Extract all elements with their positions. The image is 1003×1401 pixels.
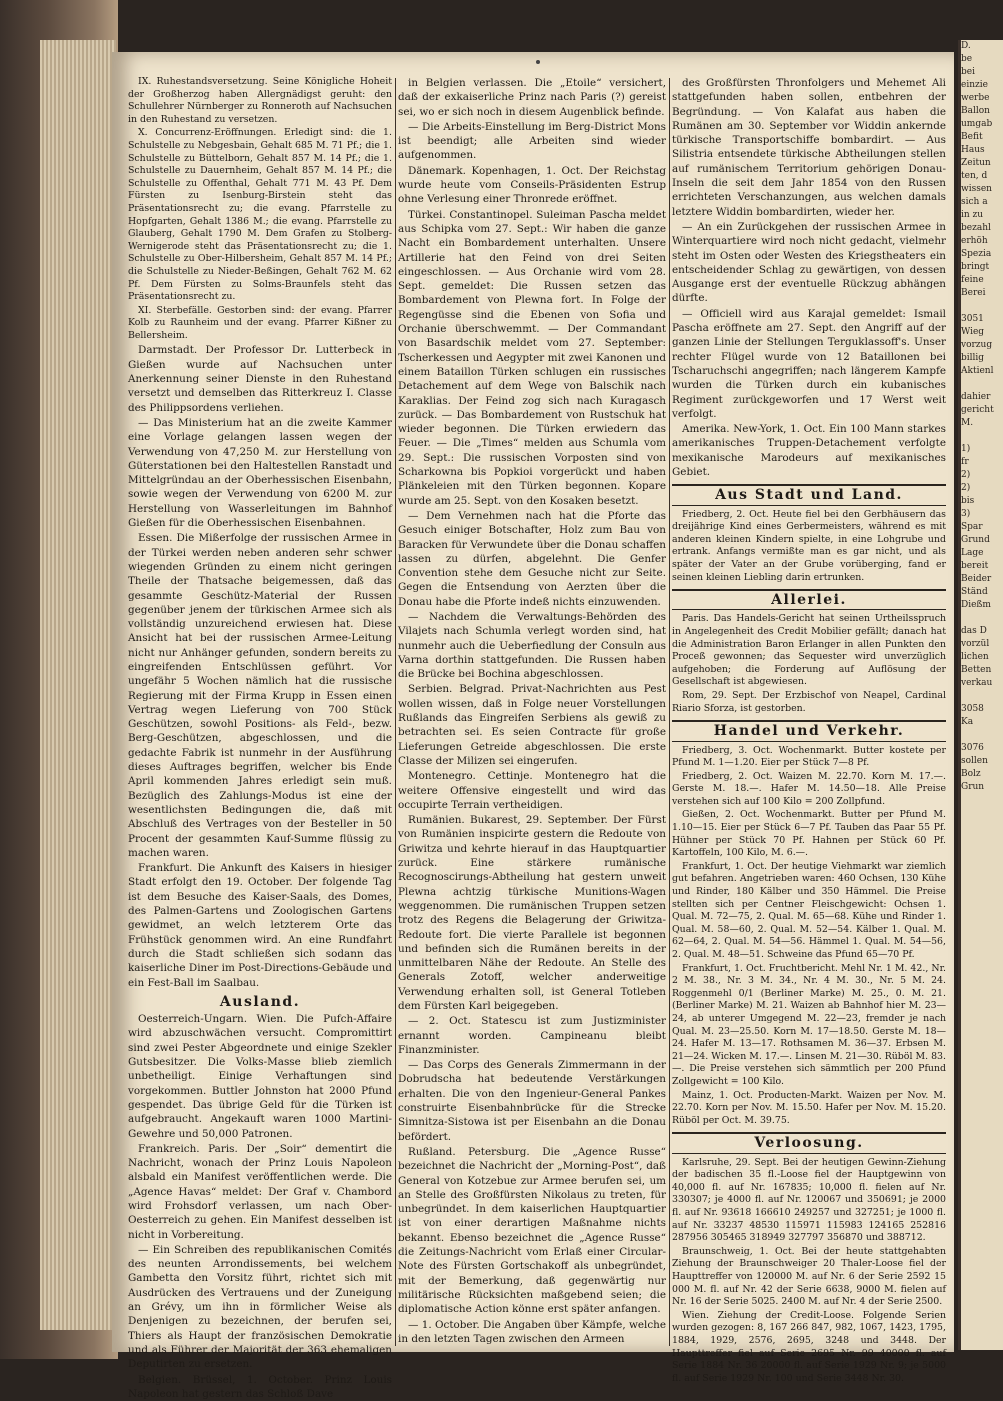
adjacent-page-fragment: Ständ	[961, 587, 988, 597]
paragraph: — Ein Schreiben des republikanischen Comités des neunten Arrondissements, bei welchem Gambetta den Vorsitz führt, richtet sich mit Ausdrücken des Vertrauens und der Zuneigung an Grévy, um ihn in förmlicher Weise als Denjenigen zu bezeichnen, der berufen sei, Thiers als Haupt der französischen Demokratie und als Führer der Majorität der 363 ehemaligen Deputirten zu ersetzen.	[128, 1243, 392, 1371]
paragraph: Darmstadt. Der Professor Dr. Lutterbeck in Gießen wurde auf Nachsuchen unter Anerkennung seiner Dienste in den Ruhestand versetzt und demselben das Ritterkreuz I. Classe des Philippsordens verliehen.	[128, 344, 392, 414]
page-mark	[536, 60, 540, 64]
adjacent-page-fragment	[961, 729, 1003, 742]
adjacent-page-fragment: Ka	[961, 717, 974, 727]
paragraph: Karlsruhe, 29. Sept. Bei der heutigen Gewinn-Ziehung der badischen 35 fl.-Loose fiel der Hauptgewinn von 40,000 fl. auf Nr. 167835; 10,000 fl. fielen auf Nr. 330307; je 4000 fl. auf Nr. 120067 und 350691; je 2000 fl. auf Nr. 93618 166610 249257 und 327251; je 1000 fl. auf Nr. 33237 48530 115971 115983 124165 252816 287956 305465 318949 327797 356870 und 388712.	[672, 1156, 946, 1244]
paragraph: Frankfurt, 1. Oct. Fruchtbericht. Mehl Nr. 1 M. 42., Nr. 2 M. 38., Nr. 3 M. 34., Nr. 4 M. 30., Nr. 5 M. 24. Roggenmehl 0/1 (Berliner Marke) M. 25., 0. M. 21. (Berliner Marke) M. 21. Waizen ab Bahnhof hier M. 23—24, ab unterer Umgegend M. 22—23, fremder je nach Qual. M. 23—25.50. Korn M. 17—18.50. Gerste M. 18—24. Hafer M. 13—17. Rothsamen M. 36—37. Erbsen M. 21—24. Wicken M. 17.—. Linsen M. 21—30. Rüböl M. 83.—. Die Preise verstehen sich sämmtlich per 200 Pfund Zollgewicht = 100 Kilo.	[672, 962, 946, 1087]
adjacent-page-fragment: fr	[961, 457, 969, 467]
adjacent-page-fragment: Befit	[961, 132, 983, 142]
section-heading: Handel und Verkehr.	[672, 720, 946, 741]
adjacent-page-fragment: Lage	[961, 548, 984, 558]
paragraph: Amerika. New-York, 1. Oct. Ein 100 Mann starkes amerikanisches Truppen-Detachement verfolgte mexikanische Marodeurs auf mexikanisches Gebiet.	[672, 423, 946, 479]
adjacent-page-fragment: einzie	[961, 80, 988, 90]
adjacent-page-fragment: sollen	[961, 756, 988, 766]
adjacent-page-fragment: feine	[961, 275, 984, 285]
adjacent-page-fragment: Dießm	[961, 600, 991, 610]
adjacent-page-fragment: vorzug	[961, 340, 993, 350]
book-spine	[0, 0, 118, 1359]
column-rule	[669, 78, 670, 1346]
adjacent-page-fragment: Haus	[961, 145, 985, 155]
paragraph: des Großfürsten Thronfolgers und Mehemet Ali stattgefunden haben sollen, entbehren der Begründung. — Von Kalafat aus haben die Rumänen am 30. September vor Widdin ankernde türkische Transportschiffe bombardirt. — Aus Silistria entsendete türkische Abtheilungen stellen auf rumänischem Territorium gehörigen Donau-Inseln die seit dem Jahr 1854 von den Russen errichteten Verschanzungen, aus welchen damals letztere Widdin bombardirten, wieder her.	[672, 77, 946, 218]
adjacent-page-fragment	[961, 690, 1003, 703]
adjacent-page-fragment: billig	[961, 353, 985, 363]
paragraph: Montenegro. Cettinje. Montenegro hat die weitere Offensive eingestellt und wird das occupirte Terrain vertheidigen.	[398, 770, 666, 811]
adjacent-page-fragment: 3051	[961, 314, 984, 324]
paragraph: Gießen, 2. Oct. Wochenmarkt. Butter per Pfund M. 1.10—15. Eier per Stück 6—7 Pf. Tauben das Paar 55 Pf. Hühner per Stück 70 Pf. Hahnen per Stück 60 Pf. Kartoffeln, 100 Kilo, M. 6.—.	[672, 809, 946, 859]
adjacent-page-fragment: gericht	[961, 405, 994, 415]
paragraph: Paris. Das Handels-Gericht hat seinen Urtheilsspruch in Angelegenheit des Credit Mobilier gefällt; danach hat die Administration Baron Erlanger in allen Punkten den Proceß gewonnen; das Sequester wird unverzüglich aufgehoben; die Forderung auf Auflösung der Gesellschaft ist abgewiesen.	[672, 613, 946, 688]
paragraph: Türkei. Constantinopel. Suleiman Pascha meldet aus Schipka vom 27. Sept.: Wir haben die ganze Nacht ein Bombardement unterhalten. Unsere Artillerie hat den Feind von drei Seiten eingeschlossen. — Aus Orchanie wird vom 28. Sept. gemeldet: Die Russen setzen das Bombardement von Plewna fort. In Folge der Regengüsse sind die Ebenen von Sofia und Orchanie überschwemmt. — Der Commandant von Basardschik meldet vom 27. September: Tscherkessen und Aegypter mit zwei Kanonen und einem Bataillon Türken schlugen ein russisches Detachement auf dem Wege von Balschik nach Karaklias. Der Feind zog sich nach Kuragasch zurück. — Das Bombardement von Rustschuk hat wieder begonnen. Die Türken erwiedern das Feuer. — Die „Times“ melden aus Schumla vom 29. Sept.: Die russischen Vorposten sind von Scharkowna bis Popkioi vorgerückt und haben Plänkeleien mit den Türken begonnen. Kopare wurde am 25. Sept. von den Kosaken besetzt.	[398, 208, 666, 507]
adjacent-page-fragment: Spar	[961, 522, 983, 532]
adjacent-page-fragment	[961, 378, 1003, 391]
adjacent-page-fragment	[961, 430, 1003, 443]
adjacent-page-fragment: Grun	[961, 782, 985, 792]
adjacent-page-fragment: 3058	[961, 704, 984, 714]
adjacent-page-fragment: Zeitun	[961, 158, 991, 168]
adjacent-page-fragment: bis	[961, 496, 975, 506]
adjacent-page-fragment: M.	[961, 418, 974, 428]
adjacent-page-fragment: bereit	[961, 561, 989, 571]
paragraph: — Das Corps des Generals Zimmermann in der Dobrudscha hat bedeutende Verstärkungen erhalten. Die von den Ingenieur-General Pankes construirte Eisenbahnbrücke für die Strecke Simnitza-Sistowa ist per Eisenbahn an die Donau befördert.	[398, 1059, 666, 1143]
paragraph: Rumänien. Bukarest, 29. September. Der Fürst von Rumänien inspicirte gestern die Redoute von Griwitza und kehrte hierauf in das Hauptquartier zurück. Eine stärkere rumänische Recognoscirungs-Abtheilung hat gestern unweit Plewna achtzig türkische Munitions-Wagen weggenommen. Die rumänischen Truppen setzen trotz des Regens die Belagerung der Griwitza-Redoute fort. Die vierte Parallele ist begonnen und befinden sich die Rumänen bereits in der unmittelbaren Nähe der Redoute. An Stelle des Generals Zotoff, welcher anderweitige Verwendung erhalten soll, ist General Totleben dem Fürsten Karl beigegeben.	[398, 814, 666, 1012]
paragraph: Friedberg, 2. Oct. Heute fiel bei den Gerbhäusern das dreijährige Kind eines Gerbermeisters, während es mit anderen kleinen Kindern spielte, in eine Lohgrube und ertrank. Anfangs vermißte man es gar nicht, und als später der Vater an der Grube vorüberging, fand er seinen kleinen Liebling darin ertrunken.	[672, 508, 946, 583]
adjacent-page-fragment: dahier	[961, 392, 991, 402]
paragraph: — Officiell wird aus Karajal gemeldet: Ismail Pascha eröffnete am 27. Sept. den Angriff auf der ganzen Linie der Stellungen Terguklassoff's. Unser rechter Flügel wurde von 12 Bataillonen bei Tscharuchschi angegriffen; nach längerem Kampfe wurden die Türken durch ein kubanisches Regiment zurückgeworfen und 17 Werst weit verfolgt.	[672, 307, 946, 420]
adjacent-page-fragment: lichen	[961, 652, 989, 662]
paragraph: Frankfurt, 1. Oct. Der heutige Viehmarkt war ziemlich gut befahren. Angetrieben waren: 460 Ochsen, 130 Kühe und Rinder, 180 Kälber und 350 Hämmel. Die Preise stellten sich per Centner Fleischgewicht: Ochsen 1. Qual. M. 72—75, 2. Qual. M. 65—68. Kühe und Rinder 1. Qual. M. 58—60, 2. Qual. M. 52—54. Kälber 1. Qual. M. 62—64, 2. Qual. M. 54—56. Hämmel 1. Qual. M. 54—56, 2. Qual. M. 48—51. Schweine das Pfund 65—70 Pf.	[672, 860, 946, 961]
paragraph: Oesterreich-Ungarn. Wien. Die Pufch-Affaire wird abzuschwächen versucht. Compromittirt sind zwei Pester Abgeordnete und einige Szekler Gutsbesitzer. Die Volks-Masse blieb ziemlich unbetheiligt. Einige Verhaftungen sind vorgekommen. Buttler Johnston hat 2000 Pfund gespendet. Das übrige Geld für die Türken ist aufgebraucht. Angekauft waren 1000 Martini-Gewehre und 50,000 Patronen.	[128, 1013, 392, 1140]
adjacent-page-fragment: bezahl	[961, 223, 991, 233]
paragraph: — 2. Oct. Statescu ist zum Justizminister ernannt worden. Campineanu bleibt Finanzminister.	[398, 1015, 666, 1056]
adjacent-page-fragment: Spezia	[961, 249, 992, 259]
adjacent-page-fragment: bringt	[961, 262, 990, 272]
adjacent-page-fragment: bei	[961, 67, 975, 77]
paragraph: Friedberg, 2. Oct. Waizen M. 22.70. Korn M. 17.—. Gerste M. 18.—. Hafer M. 14.50—18. Alle Preise verstehen sich auf 100 Kilo = 200 Zollpfund.	[672, 770, 946, 807]
adjacent-page-fragment: erhöh	[961, 236, 988, 246]
section-heading: Ausland.	[219, 993, 301, 1010]
adjacent-page-fragment: 2)	[961, 470, 971, 480]
paragraph: — Die Arbeits-Einstellung im Berg-District Mons ist beendigt; alle Arbeiten sind wieder aufgenommen.	[398, 120, 666, 162]
adjacent-page-fragment: 3076	[961, 743, 984, 753]
paragraph: Dänemark. Kopenhagen, 1. Oct. Der Reichstag wurde heute vom Conseils-Präsidenten Estrup ohne Verlesung einer Thronrede eröffnet.	[398, 164, 666, 206]
adjacent-page-fragment: Beider	[961, 574, 992, 584]
paragraph: Frankfurt. Die Ankunft des Kaisers in hiesiger Stadt erfolgt den 19. October. Der folgende Tag ist dem Besuche des Kaiser-Saals, des Domes, des Palmen-Gartens und Zoologischen Gartens gewidmet, an welch letzterem Orte das Frühstück genommen wird. An eine Rundfahrt durch die Stadt schließen sich sodann das kaiserliche Diner im Post-Directions-Gebäude und ein Fest-Ball im Saalbau.	[128, 862, 392, 989]
section-heading: Verloosung.	[672, 1132, 946, 1153]
paragraph: Essen. Die Mißerfolge der russischen Armee in der Türkei werden neben anderen sehr schwer wiegenden Gründen zu einem nicht geringen Theile der Thatsache beigemessen, daß das gesammte Geschütz-Material der Russen gegenüber jenem der türkischen Armee sich als vollständig unzureichend erwiesen hat. Diese Ansicht hat bei der russischen Armee-Leitung nicht nur Anhänger gefunden, sondern bereits zu eingreifenden Entschlüssen geführt. Vor ungefähr 5 Wochen nämlich hat die russische Regierung mit der Firma Krupp in Essen einen Vertrag wegen Lieferung von 700 Stück Geschützen, sowohl Positions- als Feld-, bezw. Berg-Geschützen, abgeschlossen, und die gedachte Fabrik ist nunmehr in der Ausführung dieses Auftrages begriffen, welcher bis Ende April kommenden Jahres erledigt sein muß. Bezüglich des Zahlungs-Modus ist eine der wesentlichsten Bedingungen die, daß mit Abschluß des Vertrages von der Besteller in 50 Procent der gesammten Kauf-Summe flüssig zu machen waren.	[128, 532, 392, 859]
adjacent-page-fragment: werbe	[961, 93, 990, 103]
adjacent-page-fragment: 1)	[961, 444, 971, 454]
paragraph: IX. Ruhestandsversetzung. Seine Königliche Hoheit der Großherzog haben Allergnädigst geruht: den Schullehrer Nürnberger zu Ronneroth auf Nachsuchen in den Ruhestand zu versetzen.	[128, 76, 392, 125]
paragraph: — Das Ministerium hat an die zweite Kammer eine Vorlage gelangen lassen wegen der Verwendung von 47,250 M. zur Herstellung von Güterstationen bei den Haltestellen Ranstadt und Mittelgründau an der Oberhessischen Eisenbahn, sowie wegen der Verwendung von 6200 M. zur Herstellung von Wasserleitungen im Bahnhof Gießen für die Oberhessischen Eisenbahnen.	[128, 416, 392, 530]
adjacent-page-fragment: 2)	[961, 483, 971, 493]
adjacent-page-fragment: Bolz	[961, 769, 981, 779]
paragraph: Braunschweig, 1. Oct. Bei der heute stattgehabten Ziehung der Braunschweiger 20 Thaler-Loose fiel der Haupttreffer von 120000 M. auf Nr. 6 der Serie 2592 15 000 M. fl. auf Nr. 42 der Serie 6638, 9000 M. fielen auf Nr. 16 der Serie 5025. 2400 M. auf Nr. 4 der Serie 2500.	[672, 1245, 946, 1308]
adjacent-page-fragment	[961, 300, 1003, 313]
adjacent-page-fragment: D.	[961, 41, 971, 51]
paragraph: X. Concurrenz-Eröffnungen. Erledigt sind: die 1. Schulstelle zu Nebgesbain, Gehalt 685 M. 71 Pf.; die 1. Schulstelle zu Büttelborn, Gehalt 857 M. 14 Pf.; die 1. Schulstelle zu Dauernheim, Gehalt 857 M. 14 Pf.; die Schulstelle zu Offenthal, Gehalt 771 M. 43 Pf. Dem Fürsten zu Isenburg-Birstein steht das Präsentationsrecht zu; die evang. Pfarrstelle zu Hopfgarten, Gehalt 1386 M.; die evang. Pfarrstelle zu Glauberg, Gehalt 1790 M. Dem Grafen zu Stolberg-Wernigerode steht das Präsentationsrecht zu; die 1. Schulstelle zu Ober-Hilbersheim, Gehalt 857 M. 14 Pf.; die Schulstelle zu Nieder-Beßingen, Gehalt 762 M. 62 Pf. Dem Fürsten zu Solms-Braunfels steht das Präsentationsrecht zu.	[128, 127, 392, 303]
adjacent-page-edge	[958, 40, 1003, 1350]
paragraph: Friedberg, 3. Oct. Wochenmarkt. Butter kostete per Pfund M. 1—1.20. Eier per Stück 7—8 Pf.	[672, 744, 946, 769]
paragraph: — An ein Zurückgehen der russischen Armee in Winterquartiere wird noch nicht gedacht, vielmehr steht im Osten oder Westen des Kriegstheaters ein entscheidender Schlag zu gewärtigen, von dessen Ausgange erst der eventuelle Rückzug abhängen dürfte.	[672, 220, 946, 305]
paragraph: Mainz, 1. Oct. Producten-Markt. Waizen per Nov. M. 22.70. Korn per Nov. M. 15.50. Hafer per Nov. M. 15.20. Rüböl per Oct. M. 39.75.	[672, 1089, 946, 1126]
column-2	[398, 76, 666, 1348]
column-3	[672, 76, 946, 1384]
paragraph: in Belgien verlassen. Die „Etoile“ versichert, daß der exkaiserliche Prinz nach Paris (?) gereist sei, wo er sich noch in diesem Augenblick befinde.	[398, 77, 666, 118]
adjacent-page-fragment: wissen	[961, 184, 992, 194]
adjacent-page-fragment: be	[961, 54, 973, 64]
section-heading: Allerlei.	[672, 589, 946, 610]
paragraph: Belgien. Brüssel, 1. October. Prinz Louis Napoleon hat gestern das Schloß Dave	[128, 1373, 392, 1400]
paragraph: — Nachdem die Verwaltungs-Behörden des Vilajets nach Schumla verlegt worden sind, hat nunmehr auch die Ueberfiedlung der Consuln aus Varna dorthin stattgefunden. Die Russen haben die Brücke bei Bochina abgeschlossen.	[398, 610, 666, 681]
adjacent-page-fragment: sich a	[961, 197, 988, 207]
adjacent-page-fragment: verkau	[961, 678, 993, 688]
column-rule	[395, 78, 396, 1346]
adjacent-page-fragment: ten, d	[961, 171, 988, 181]
paragraph: Frankreich. Paris. Der „Soir“ dementirt die Nachricht, wonach der Prinz Louis Napoleon alsbald ein Manifest veröffentlichen werde. Die „Agence Havas“ meldet: Der Graf v. Chambord wird Frohsdorf verlassen, um nach Ober-Oesterreich zu gehen. Ein Manifest desselben ist nicht in Vorbereitung.	[128, 1142, 392, 1241]
page-edges	[40, 40, 116, 1330]
adjacent-page-fragment: das D	[961, 626, 987, 636]
adjacent-page-fragment: Aktienl	[961, 366, 994, 376]
adjacent-page-fragment: Wieg	[961, 327, 985, 337]
adjacent-page-fragment: umgab	[961, 119, 993, 129]
adjacent-page-fragment	[961, 612, 1003, 625]
paragraph: Rußland. Petersburg. Die „Agence Russe“ bezeichnet die Nachricht der „Morning-Post“, daß General von Kotzebue zur Armee berufen sei, um an Stelle des Großfürsten Nikolaus zu treten, für unbegründet. In dem kaiserlichen Hauptquartier ist von einer derartigen Maßnahme nichts bekannt. Ebenso bezeichnet die „Agence Russe“ die Zeitungs-Nachricht vom Erlaß einer Circular-Note des Fürsten Gortschakoff als unbegründet, mit der Bemerkung, daß gegenwärtig nur militärische Rücksichten maßgebend seien; die diplomatische Action könne erst später anfangen.	[398, 1145, 666, 1316]
paragraph: — Dem Vernehmen nach hat die Pforte das Gesuch einiger Botschafter, Holz zum Bau von Baracken für Verwundete über die Donau schaffen lassen zu dürfen, abgelehnt. Die Genfer Convention stehe dem Gesuche nicht zur Seite. Gegen die Entsendung von Aerzten über die Donau habe die Pforte indeß nichts einzuwenden.	[398, 509, 666, 608]
paragraph: XI. Sterbefälle. Gestorben sind: der evang. Pfarrer Kolb zu Raunheim und der evang. Pfarrer Kißner zu Bellersheim.	[128, 304, 392, 341]
adjacent-page-fragment: vorzül	[961, 639, 990, 649]
paragraph: — 1. October. Die Angaben über Kämpfe, welche in den letzten Tagen zwischen den Armeen	[398, 1318, 666, 1345]
paragraph: Serbien. Belgrad. Privat-Nachrichten aus Pest wollen wissen, daß in Folge neuer Vorstellungen Rußlands das Eingreifen Serbiens als gewiß zu betrachten sei. Es seien Contracte für große Lieferungen Getreide abgeschlossen. Die erste Classe der Milizen sei eingerufen.	[398, 683, 666, 767]
adjacent-page-fragment: Berei	[961, 288, 986, 298]
paragraph: Rom, 29. Sept. Der Erzbischof von Neapel, Cardinal Riario Sforza, ist gestorben.	[672, 690, 946, 714]
section-heading: Aus Stadt und Land.	[672, 484, 946, 505]
adjacent-page-fragment: Grund	[961, 535, 990, 545]
adjacent-page-fragment: in zu	[961, 210, 984, 220]
adjacent-page-fragment: Ballon	[961, 106, 990, 116]
adjacent-page-fragment: Betten	[961, 665, 992, 675]
paragraph: Wien. Ziehung der Credit-Loose. Folgende Serien wurden gezogen: 8, 167 266 847, 982, 1067, 1423, 1795, 1884, 1929, 2576, 2695, 3248 und 3448. Der Haupttreffer fiel auf Serie 2695 Nr. 99 40000 fl. auf Serie 1884 Nr. 36 20000 fl. auf Serie 1929 Nr. 9; je 5000 fl. auf Serie 1929 Nr. 100 und Serie 3448 Nr. 30.	[672, 1309, 946, 1384]
column-1	[128, 76, 392, 1400]
adjacent-page-fragment: 3)	[961, 509, 971, 519]
